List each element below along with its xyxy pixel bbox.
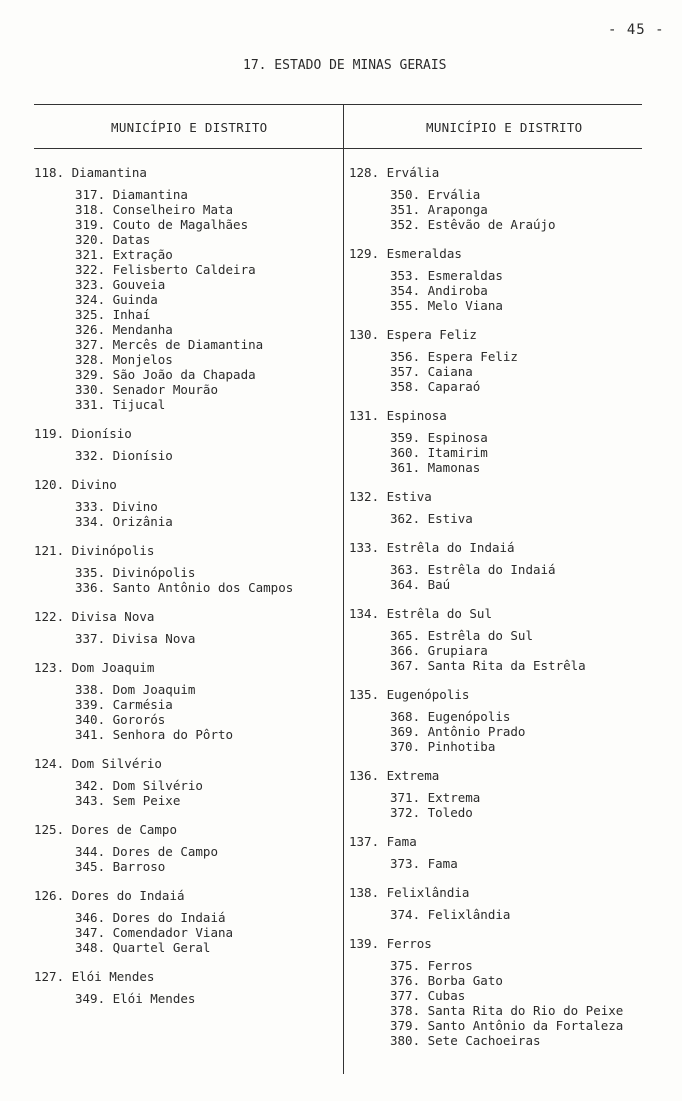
distrito-name: 341. Senhora do Pôrto [75,727,234,742]
distrito-name: 380. Sete Cachoeiras [390,1033,541,1048]
distrito-name: 377. Cubas [390,988,466,1003]
municipio-name: 122. Divisa Nova [34,609,155,624]
distrito-name: 350. Ervália [390,187,481,202]
municipio-name: 132. Estiva [349,489,432,504]
distrito-name: 347. Comendador Viana [75,925,234,940]
distrito-name: 356. Espera Feliz [390,349,518,364]
municipio-group [349,540,639,592]
distrito-list [349,349,639,394]
municipio-group [34,888,324,955]
distrito-name: 367. Santa Rita da Estrêla [390,658,586,673]
distrito-name: 344. Dores de Campo [75,844,218,859]
distrito-name: 365. Estrêla do Sul [390,628,533,643]
municipio-name: 138. Felixlândia [349,885,470,900]
distrito-name: 323. Gouveia [75,277,166,292]
municipio-name: 126. Dores do Indaiá [34,888,185,903]
distrito-name: 331. Tijucal [75,397,166,412]
distrito-name: 330. Senador Mourão [75,382,218,397]
distrito-list [34,187,324,412]
distrito-name: 360. Itamirim [390,445,488,460]
municipio-group [349,687,639,754]
table-top-rule [34,104,642,105]
municipio-group [34,969,324,1006]
municipio-group [349,246,639,313]
column-divider [343,104,344,1074]
municipio-group [34,822,324,874]
municipio-group [34,165,324,412]
header-bottom-rule [34,148,642,149]
distrito-list [349,709,639,754]
distrito-name: 317. Diamantina [75,187,188,202]
distrito-name: 371. Extrema [390,790,481,805]
distrito-list [34,844,324,874]
group-spacer [34,412,324,426]
group-spacer [349,232,639,246]
distrito-list [34,499,324,529]
distrito-name: 358. Caparaó [390,379,481,394]
distrito-name: 324. Guinda [75,292,158,307]
left-column [34,165,324,1006]
distrito-name: 353. Esmeraldas [390,268,503,283]
distrito-list [34,565,324,595]
distrito-list [349,628,639,673]
distrito-name: 328. Monjelos [75,352,173,367]
municipio-group [349,327,639,394]
group-spacer [34,529,324,543]
distrito-name: 355. Melo Viana [390,298,503,313]
municipio-group [349,936,639,1048]
municipio-name: 118. Diamantina [34,165,147,180]
distrito-name: 336. Santo Antônio dos Campos [75,580,294,595]
distrito-list [349,790,639,820]
group-spacer [349,313,639,327]
distrito-name: 332. Dionísio [75,448,173,463]
municipio-name: 137. Fama [349,834,417,849]
municipio-group [34,543,324,595]
distrito-name: 357. Caiana [390,364,473,379]
distrito-name: 352. Estêvão de Araújo [390,217,556,232]
distrito-name: 337. Divisa Nova [75,631,196,646]
distrito-name: 363. Estrêla do Indaiá [390,562,556,577]
group-spacer [34,808,324,822]
distrito-name: 373. Fama [390,856,458,871]
distrito-name: 374. Felixlândia [390,907,511,922]
distrito-list [349,562,639,592]
distrito-name: 326. Mendanha [75,322,173,337]
distrito-list [349,187,639,232]
municipio-name: 119. Dionísio [34,426,132,441]
distrito-list [34,448,324,463]
municipio-group [34,609,324,646]
distrito-list [34,631,324,646]
municipio-group [349,606,639,673]
right-column-header: MUNICÍPIO E DISTRITO [426,120,583,135]
distrito-list [349,430,639,475]
municipio-name: 125. Dores de Campo [34,822,177,837]
distrito-name: 366. Grupiara [390,643,488,658]
municipio-name: 128. Ervália [349,165,440,180]
distrito-name: 334. Orizânia [75,514,173,529]
municipio-name: 131. Espinosa [349,408,447,423]
municipio-name: 129. Esmeraldas [349,246,462,261]
distrito-name: 379. Santo Antônio da Fortaleza [390,1018,624,1033]
distrito-name: 335. Divinópolis [75,565,196,580]
distrito-list [349,511,639,526]
distrito-name: 372. Toledo [390,805,473,820]
group-spacer [349,394,639,408]
municipio-group [349,165,639,232]
distrito-name: 329. São João da Chapada [75,367,256,382]
group-spacer [349,526,639,540]
distrito-name: 346. Dores do Indaiá [75,910,226,925]
municipio-group [349,408,639,475]
distrito-name: 340. Gororós [75,712,166,727]
municipio-name: 134. Estrêla do Sul [349,606,492,621]
distrito-name: 364. Baú [390,577,451,592]
distrito-list [34,778,324,808]
distrito-name: 351. Araponga [390,202,488,217]
distrito-name: 354. Andiroba [390,283,488,298]
distrito-name: 361. Mamonas [390,460,481,475]
right-column [349,165,639,1048]
left-column-header: MUNICÍPIO E DISTRITO [111,120,268,135]
municipio-name: 124. Dom Silvério [34,756,162,771]
distrito-name: 370. Pinhotiba [390,739,496,754]
group-spacer [34,955,324,969]
distrito-name: 321. Extração [75,247,173,262]
distrito-list [349,907,639,922]
group-spacer [34,742,324,756]
municipio-group [349,885,639,922]
municipio-name: 130. Espera Feliz [349,327,477,342]
distrito-list [34,682,324,742]
group-spacer [349,820,639,834]
distrito-name: 343. Sem Peixe [75,793,181,808]
municipio-group [349,768,639,820]
group-spacer [349,754,639,768]
distrito-name: 338. Dom Joaquim [75,682,196,697]
distrito-list [34,991,324,1006]
municipio-group [34,477,324,529]
group-spacer [34,463,324,477]
group-spacer [349,871,639,885]
distrito-list [349,856,639,871]
distrito-name: 362. Estiva [390,511,473,526]
municipio-group [34,756,324,808]
distrito-list [349,958,639,1048]
distrito-name: 369. Antônio Prado [390,724,526,739]
group-spacer [34,874,324,888]
group-spacer [349,922,639,936]
municipio-name: 123. Dom Joaquim [34,660,155,675]
distrito-name: 375. Ferros [390,958,473,973]
distrito-name: 359. Espinosa [390,430,488,445]
municipio-group [349,489,639,526]
distrito-name: 342. Dom Silvério [75,778,203,793]
distrito-list [34,910,324,955]
distrito-name: 376. Borba Gato [390,973,503,988]
distrito-name: 378. Santa Rita do Rio do Peixe [390,1003,624,1018]
distrito-name: 320. Datas [75,232,151,247]
distrito-name: 322. Felisberto Caldeira [75,262,256,277]
distrito-name: 348. Quartel Geral [75,940,211,955]
group-spacer [349,475,639,489]
distrito-list [349,268,639,313]
distrito-name: 339. Carmésia [75,697,173,712]
group-spacer [34,646,324,660]
municipio-name: 120. Divino [34,477,117,492]
distrito-name: 349. Elói Mendes [75,991,196,1006]
distrito-name: 345. Barroso [75,859,166,874]
distrito-name: 327. Mercês de Diamantina [75,337,264,352]
municipio-name: 139. Ferros [349,936,432,951]
municipio-group [349,834,639,871]
page-title: 17. ESTADO DE MINAS GERAIS [243,58,447,73]
group-spacer [34,595,324,609]
municipio-name: 136. Extrema [349,768,440,783]
distrito-name: 318. Conselheiro Mata [75,202,234,217]
municipio-group [34,660,324,742]
distrito-name: 333. Divino [75,499,158,514]
page-number: - 45 - [608,22,665,38]
municipio-name: 121. Divinópolis [34,543,155,558]
group-spacer [349,673,639,687]
distrito-name: 319. Couto de Magalhães [75,217,249,232]
municipio-group [34,426,324,463]
municipio-name: 133. Estrêla do Indaiá [349,540,515,555]
municipio-name: 135. Eugenópolis [349,687,470,702]
group-spacer [349,592,639,606]
distrito-name: 368. Eugenópolis [390,709,511,724]
municipio-name: 127. Elói Mendes [34,969,155,984]
distrito-name: 325. Inhaí [75,307,151,322]
